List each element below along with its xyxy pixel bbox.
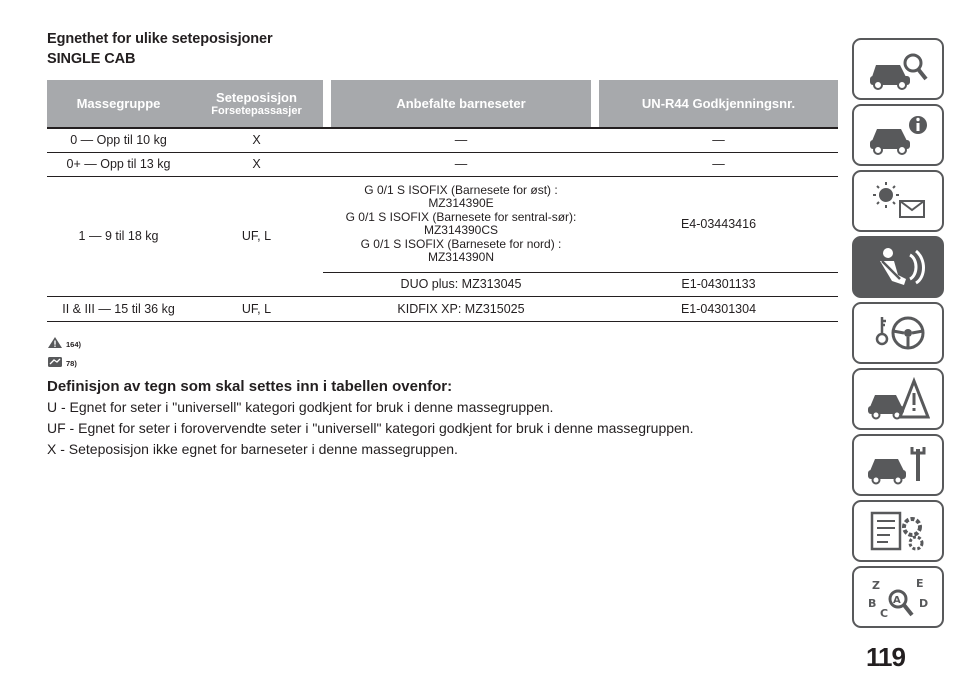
cell-seat: UF, L bbox=[190, 176, 323, 296]
svg-text:Z: Z bbox=[872, 579, 880, 592]
cell-seat: X bbox=[190, 152, 323, 176]
header-seteposisjon bbox=[190, 80, 323, 128]
alphabet-index-icon bbox=[866, 575, 930, 619]
tab-car-warning[interactable] bbox=[852, 368, 944, 430]
steering-key-icon bbox=[866, 311, 930, 355]
car-wrench-icon bbox=[866, 443, 930, 487]
cell-approval: E4-03443416 bbox=[599, 176, 838, 272]
tab-alphabet-index[interactable] bbox=[852, 566, 944, 628]
cell-approval: E1-04301304 bbox=[599, 296, 838, 321]
cell-group: 1 — 9 til 18 kg bbox=[47, 176, 190, 296]
cell-group: II & III — 15 til 36 kg bbox=[47, 296, 190, 321]
cell-recommended: — bbox=[323, 128, 599, 152]
cell-group: 0+ — Opp til 13 kg bbox=[47, 152, 190, 176]
warning-reference[interactable] bbox=[47, 336, 81, 349]
table-header-row bbox=[47, 80, 838, 128]
airbag-safety-icon bbox=[866, 245, 930, 289]
header-gap bbox=[323, 80, 331, 128]
tab-specs[interactable] bbox=[852, 500, 944, 562]
table-row bbox=[47, 128, 838, 152]
header-godkjenningsnr: UN-R44 Godkjenningsnr. bbox=[599, 80, 838, 128]
tab-steering-key[interactable] bbox=[852, 302, 944, 364]
header-massegruppe: Massegruppe bbox=[47, 80, 190, 128]
cell-group: 0 — Opp til 10 kg bbox=[47, 128, 190, 152]
rec-line: MZ314390E bbox=[428, 196, 494, 210]
section-title: Egnethet for ulike seteposisjoner bbox=[47, 31, 273, 47]
definition-line: UF - Egnet for seter i forovervendte seter i "universell" kategori godkjent for bruk i denne massegruppen. bbox=[47, 420, 694, 436]
header-gap bbox=[591, 80, 599, 128]
header-forsetepassasjer: Forsetepassasjer bbox=[211, 105, 302, 117]
note-hand-icon bbox=[47, 355, 63, 368]
tab-car-wrench[interactable] bbox=[852, 434, 944, 496]
rec-line: G 0/1 S ISOFIX (Barnesete for øst) : bbox=[364, 182, 558, 197]
tab-car-search[interactable] bbox=[852, 38, 944, 100]
seat-suitability-table bbox=[47, 80, 838, 322]
specs-gear-icon bbox=[866, 509, 930, 553]
cell-seat: UF, L bbox=[190, 296, 323, 321]
table-row bbox=[47, 152, 838, 176]
svg-text:B: B bbox=[868, 597, 877, 610]
page-number: 119 bbox=[866, 642, 905, 672]
dashboard-lights-icon bbox=[866, 179, 930, 223]
car-info-icon bbox=[866, 113, 930, 157]
svg-text:A: A bbox=[893, 595, 901, 606]
cell-approval: — bbox=[599, 152, 838, 176]
cell-approval: E1-04301133 bbox=[599, 272, 838, 296]
definition-line: X - Seteposisjon ikke egnet for barneseter i denne massegruppen. bbox=[47, 441, 458, 457]
note-reference[interactable] bbox=[47, 355, 77, 368]
header-seteposisjon-label: Seteposisjon bbox=[216, 90, 297, 105]
cell-approval: — bbox=[599, 128, 838, 152]
cell-recommended: — bbox=[323, 152, 599, 176]
header-anbefalte-barneseter: Anbefalte barneseter bbox=[331, 80, 591, 128]
cell-seat: X bbox=[190, 128, 323, 152]
car-search-icon bbox=[866, 47, 930, 91]
svg-text:D: D bbox=[919, 597, 929, 610]
svg-text:E: E bbox=[916, 577, 924, 590]
rec-line: G 0/1 S ISOFIX (Barnesete for nord) : bbox=[360, 236, 562, 251]
warning-number: 164) bbox=[66, 340, 82, 349]
note-number: 78) bbox=[66, 359, 77, 368]
cell-recommended: DUO plus: MZ313045 bbox=[323, 272, 599, 296]
table-row bbox=[47, 176, 838, 272]
table-row bbox=[47, 296, 838, 321]
section-subtitle: SINGLE CAB bbox=[47, 51, 136, 67]
definition-line: U - Egnet for seter i "universell" kategori godkjent for bruk i denne massegruppen. bbox=[47, 399, 554, 415]
definitions-block bbox=[47, 376, 694, 460]
rec-line: G 0/1 S ISOFIX (Barnesete for sentral-sør): bbox=[345, 209, 577, 224]
tab-airbag-safety[interactable] bbox=[852, 236, 944, 298]
tab-car-info[interactable] bbox=[852, 104, 944, 166]
warning-triangle-icon bbox=[47, 336, 63, 349]
cell-recommended: KIDFIX XP: MZ315025 bbox=[323, 296, 599, 321]
rec-line: MZ314390N bbox=[427, 250, 495, 264]
cell-recommended bbox=[323, 176, 599, 272]
tab-dashboard-lights[interactable] bbox=[852, 170, 944, 232]
definitions-title: Definisjon av tegn som skal settes inn i tabellen ovenfor: bbox=[47, 378, 453, 395]
svg-text:C: C bbox=[880, 607, 889, 619]
rec-line: MZ314390CS bbox=[423, 223, 499, 237]
car-warning-icon bbox=[866, 377, 930, 421]
